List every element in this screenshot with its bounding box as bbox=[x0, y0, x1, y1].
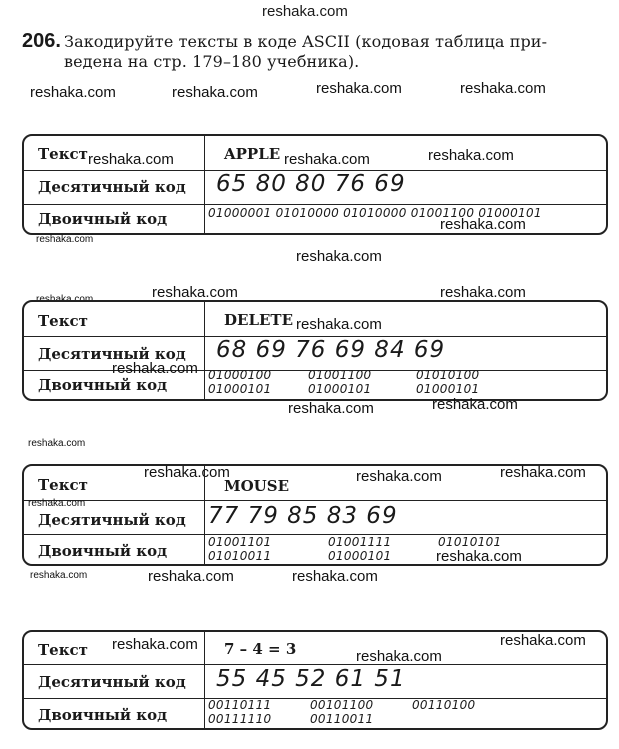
label-text: Текст bbox=[38, 145, 88, 163]
task-text-line-2: ведена на стр. 179–180 учебника). bbox=[64, 52, 360, 71]
watermark: reshaka.com bbox=[28, 438, 86, 449]
watermark: reshaka.com bbox=[36, 294, 94, 305]
row-text bbox=[24, 466, 606, 501]
row-decimal bbox=[24, 664, 606, 699]
watermark: reshaka.com bbox=[500, 464, 586, 481]
binary-value: 01010100 bbox=[416, 368, 480, 382]
watermark: reshaka.com bbox=[428, 147, 514, 164]
watermark: reshaka.com bbox=[30, 570, 88, 581]
label-decimal: Десятичный код bbox=[38, 178, 186, 196]
label-decimal: Десятичный код bbox=[38, 511, 186, 529]
watermark: reshaka.com bbox=[460, 80, 546, 97]
label-text: Текст bbox=[38, 641, 88, 659]
label-binary: Двоичный код bbox=[38, 376, 168, 394]
row-decimal bbox=[24, 500, 606, 535]
watermark: reshaka.com bbox=[112, 636, 198, 653]
text-value: 7 – 4 = 3 bbox=[224, 640, 297, 658]
binary-value: 01000101 bbox=[308, 382, 372, 396]
binary-value: 01000101 bbox=[416, 382, 480, 396]
row-decimal bbox=[24, 170, 606, 205]
watermark: reshaka.com bbox=[316, 80, 402, 97]
watermark: reshaka.com bbox=[288, 400, 374, 417]
binary-value: 00101100 bbox=[310, 698, 374, 712]
binary-value: 01010011 bbox=[208, 549, 272, 563]
watermark: reshaka.com bbox=[112, 360, 198, 377]
label-decimal: Десятичный код bbox=[38, 345, 186, 363]
binary-value: 00111110 bbox=[208, 712, 272, 726]
watermark: reshaka.com bbox=[432, 396, 518, 413]
watermark: reshaka.com bbox=[172, 84, 258, 101]
decimal-value: 65 80 80 76 69 bbox=[216, 171, 406, 197]
binary-value: 01001100 bbox=[308, 368, 372, 382]
watermark: reshaka.com bbox=[148, 568, 234, 585]
watermark: reshaka.com bbox=[152, 284, 238, 301]
watermark: reshaka.com bbox=[500, 632, 586, 649]
binary-value: 00110100 bbox=[412, 698, 476, 712]
watermark: reshaka.com bbox=[284, 151, 370, 168]
label-binary: Двоичный код bbox=[38, 542, 168, 560]
decimal-value: 55 45 52 61 51 bbox=[216, 666, 406, 692]
binary-value: 01010101 bbox=[438, 535, 502, 549]
watermark-top: reshaka.com bbox=[262, 3, 348, 20]
binary-value: 01000101 bbox=[328, 549, 392, 563]
watermark: reshaka.com bbox=[356, 468, 442, 485]
watermark: reshaka.com bbox=[28, 498, 86, 509]
label-decimal: Десятичный код bbox=[38, 673, 186, 691]
binary-value: 00110011 bbox=[310, 712, 374, 726]
binary-value: 01001101 bbox=[208, 535, 272, 549]
watermark: reshaka.com bbox=[296, 248, 382, 265]
decimal-value: 68 69 76 69 84 69 bbox=[216, 337, 446, 363]
watermark: reshaka.com bbox=[356, 648, 442, 665]
label-text: Текст bbox=[38, 476, 88, 494]
label-text: Текст bbox=[38, 312, 88, 330]
watermark: reshaka.com bbox=[36, 234, 94, 245]
watermark: reshaka.com bbox=[292, 568, 378, 585]
binary-value: 01000100 bbox=[208, 368, 272, 382]
watermark: reshaka.com bbox=[30, 84, 116, 101]
binary-value: 00110111 bbox=[208, 698, 272, 712]
watermark: reshaka.com bbox=[436, 548, 522, 565]
text-value: DELETE bbox=[224, 311, 294, 329]
label-binary: Двоичный код bbox=[38, 210, 168, 228]
task-text-line-1: Закодируйте тексты в коде ASCII (кодовая таблица при- bbox=[64, 32, 548, 51]
watermark: reshaka.com bbox=[440, 284, 526, 301]
label-binary: Двоичный код bbox=[38, 706, 168, 724]
watermark: reshaka.com bbox=[296, 316, 382, 333]
binary-value: 01000101 bbox=[208, 382, 272, 396]
watermark: reshaka.com bbox=[440, 216, 526, 233]
binary-value: 01001111 bbox=[328, 535, 392, 549]
binary-value: 01000001 01010000 01010000 01001100 01000101 bbox=[208, 206, 542, 220]
text-value: MOUSE bbox=[224, 477, 290, 495]
text-value: APPLE bbox=[224, 145, 281, 163]
row-binary bbox=[24, 698, 606, 728]
watermark: reshaka.com bbox=[144, 464, 230, 481]
watermark: reshaka.com bbox=[88, 151, 174, 168]
task-number: 206. bbox=[22, 30, 61, 52]
decimal-value: 77 79 85 83 69 bbox=[208, 503, 398, 529]
